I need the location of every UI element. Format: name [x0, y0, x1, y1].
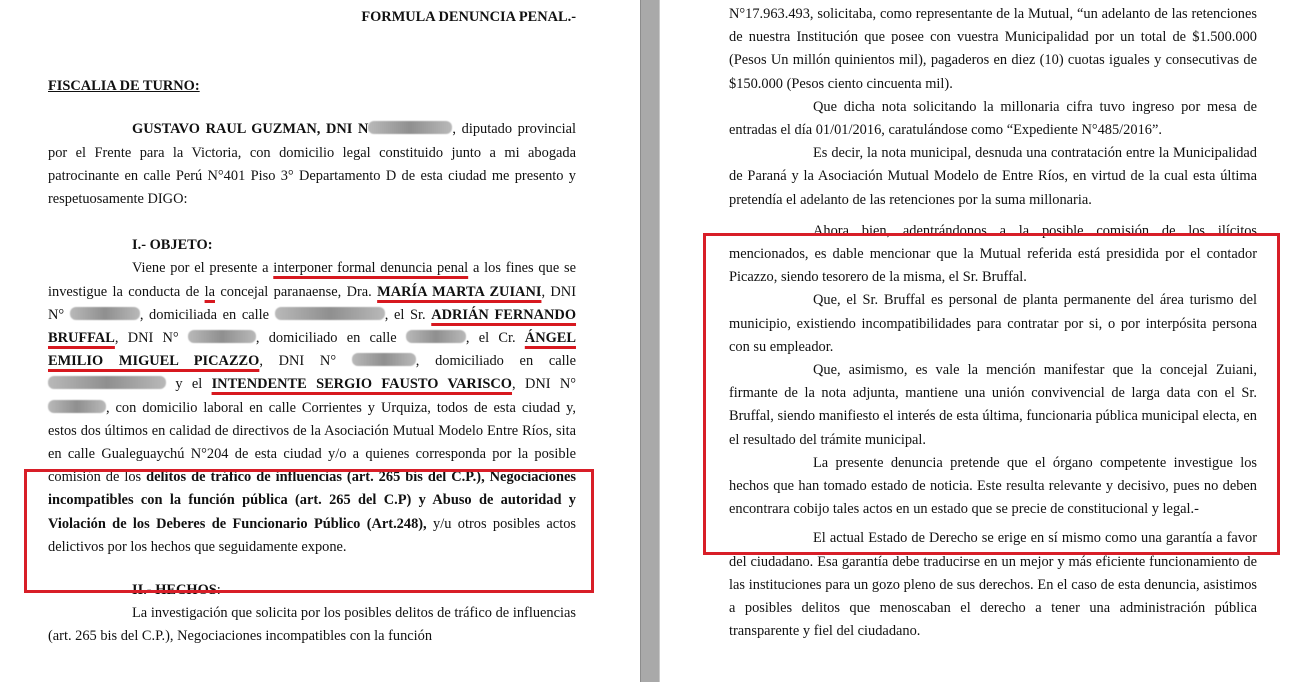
objeto-text: , el Sr.	[384, 306, 432, 323]
name-zuiani: MARÍA MARTA ZUIANI	[377, 283, 542, 300]
objeto-text: , domiciliada en calle	[139, 306, 275, 323]
name-varisco: INTENDENTE SERGIO FAUSTO VARISCO	[211, 376, 513, 393]
paragraph-nota: N°17.963.493, solicitaba, como representante de la Mutual, “un adelanto de las retenciones de nuestra Institución que posee con vuestra Municipalidad por un total de $1.500.000 (Pesos Un millón quinientos mil), pagaderos en diez (10) cuotas iguales y consecutivas de $150.000 (Pesos ciento cincuenta mil).	[729, 6, 1257, 92]
spacer	[48, 211, 576, 234]
paragraph-estado-derecho: El actual Estado de Derecho se erige en sí mismo como una garantía a favor del ciudadano. Esa garantía debe traducirse en un mejor y más eficiente funcionamiento de las instituciones para un gozo pleno de sus derechos. En el caso de esta denuncia, asistimos a posibles delitos que menoscaban el derecho a tener una administración pública transparente y fiel del ciudadano.	[729, 530, 1257, 640]
delitos-bold: delitos de tráfico de influencias (art. 265 bis del C.P.), Negociaciones incompatibles con la función pública (art. 265 del C.P) y Abuso de autoridad y Violación de los Deberes de Funcionario Público (Art.248),	[48, 469, 576, 532]
spacer	[48, 98, 576, 118]
redacted-dni	[352, 353, 416, 366]
document-title: FORMULA DENUNCIA PENAL.-	[361, 9, 576, 25]
right-page	[660, 0, 1306, 682]
paragraph-zuiani: Que, asimismo, es vale la mención manifestar que la concejal Zuiani, firmante de la nota adjunta, mantiene una unión convivencial de larga data con el Sr. Bruffal, siendo manifiesto el interés de esta última, funcionaria pública municipal electa, en el resultado del trámite municipal.	[729, 362, 1257, 448]
objeto-text: concejal paranaense, Dra.	[214, 283, 378, 300]
name-picazzo: ÁNGEL EMILIO MIGUEL PICAZZO	[48, 330, 576, 370]
right-page-text	[729, 3, 1257, 643]
objeto-text: , domiciliado en calle	[255, 330, 406, 347]
name-bruffal: ADRIÁN FERNANDO BRUFFAL	[48, 306, 577, 347]
left-page-text	[48, 6, 576, 649]
redacted-address	[48, 376, 166, 389]
redacted-dni	[188, 330, 256, 343]
objeto-text: y el	[166, 376, 212, 393]
left-page	[0, 0, 640, 682]
objeto-text: a los fines que se investigue la conducta de	[48, 260, 576, 300]
paragraph-denuncia: La presente denuncia pretende que el órgano competente investigue los hechos que han tomado estado de noticia. Este resulta relevante y decisivo, pues no deben encontrara cobijo tales actos en un estado que se precie de constitucional y legal.-	[729, 454, 1257, 518]
spacer	[48, 559, 576, 579]
objeto-text: , con domicilio laboral en calle Corrientes y Urquiza, todos de esta ciudad y, estos dos últimos en calidad de directivos de la Asociación Mutual Modelo Entre Ríos, sita en calle Gualeguaychú N°204 de esta ciudad y/o a quienes corresponda por la posible comisión de los	[48, 399, 576, 486]
spacer	[48, 29, 576, 75]
intro-paragraph	[48, 118, 576, 211]
paragraph-expediente: Que dicha nota solicitando la millonaria cifra tuvo ingreso por mesa de entradas el día 01/01/2016, caratulándose como “Expediente N°485/2016”.	[729, 98, 1257, 139]
objeto-text: , DNI N°	[48, 283, 576, 323]
paragraph-mutual: Ahora bien, adentrándonos a la posible comisión de los ilícitos mencionados, es dable mencionar que la Mutual referida está presidida por el contador Picazzo, siendo tesorero de la misma, el Sr. Bruffal.	[729, 222, 1257, 286]
paragraph-bruffal: Que, el Sr. Bruffal es personal de planta permanente del área turismo del municipio, existiendo incompatibilidades para contratar por si, o por interpósita persona con su empleador.	[729, 292, 1257, 355]
author-name: GUSTAVO RAUL GUZMAN, DNI N	[132, 121, 369, 138]
objeto-text: Viene por el presente a	[132, 260, 274, 277]
objeto-text: , DNI N°	[512, 376, 576, 393]
objeto-text: , DNI N°	[259, 353, 352, 370]
objeto-paragraph	[48, 257, 576, 559]
objeto-text: , DNI N°	[114, 330, 188, 347]
hechos-heading-text: II.- HECHOS	[132, 582, 217, 599]
redacted-dni	[70, 307, 140, 320]
redacted-dni	[368, 121, 452, 134]
redacted-address	[275, 307, 385, 320]
objeto-text: , domiciliado en calle	[415, 353, 577, 370]
objeto-text: y/u otros posibles actos delictivos por los hechos que seguidamente expone.	[48, 515, 576, 555]
intro-text: , diputado provincial por el Frente para la Victoria, con domicilio legal constituido junto a mi abogada patrocinante en calle Perú N°401 Piso 3° Departamento D de esta ciudad me presento y respetuosamente DIGO:	[48, 121, 576, 208]
hechos-heading	[48, 579, 576, 602]
objeto-text: , el Cr.	[465, 330, 525, 347]
hechos-colon: :	[216, 582, 221, 599]
redacted-address	[406, 330, 466, 343]
underlined-la: la	[204, 283, 215, 300]
paragraph-contratacion: Es decir, la nota municipal, desnuda una contratación entre la Municipalidad de Paraná y la Asociación Mutual Modelo de Entre Ríos, en virtud de la cual esta última pretendía el adelanto de las retenciones por la suma millonaria.	[729, 145, 1257, 208]
underlined-denuncia: interponer formal denuncia penal	[273, 260, 469, 277]
page-gutter	[640, 0, 660, 682]
fiscalia-heading: FISCALIA DE TURNO:	[48, 78, 200, 95]
redacted-dni	[48, 400, 106, 413]
hechos-paragraph: La investigación que solicita por los posibles delitos de tráfico de influencias (art. 265 bis del C.P.), Negociaciones incompatibles con la función	[48, 605, 576, 645]
objeto-heading: I.- OBJETO:	[132, 237, 213, 254]
